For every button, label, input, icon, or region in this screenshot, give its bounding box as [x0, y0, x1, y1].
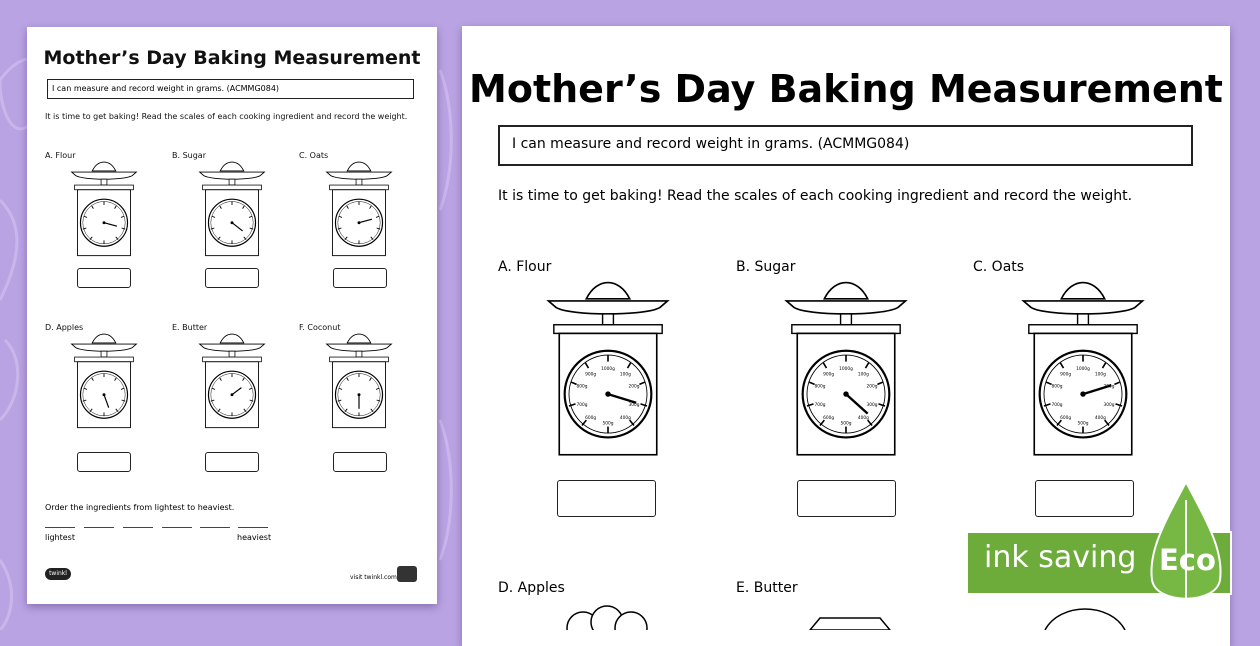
thumbnail-item-butter: E. Butter	[172, 323, 208, 332]
item-label-flour: A. Flour	[498, 259, 552, 275]
thumbnail-answer-box-apples[interactable]	[77, 452, 131, 472]
answer-box-sugar[interactable]	[797, 480, 896, 517]
apples-icon	[555, 598, 655, 630]
order-blank-6[interactable]	[238, 527, 268, 528]
item-label-butter: E. Butter	[736, 580, 798, 596]
thumbnail-item-sugar: B. Sugar	[172, 151, 206, 160]
thumbnail-answer-box-butter[interactable]	[205, 452, 259, 472]
item-label-oats: C. Oats	[973, 259, 1025, 275]
objective-box: I can measure and record weight in grams. (ACMMG084)	[498, 125, 1193, 166]
thumbnail-scale-butter	[196, 330, 268, 430]
thumbnail-item-apples: D. Apples	[45, 323, 84, 332]
scale-flour	[543, 272, 673, 462]
heaviest-label: heaviest	[237, 533, 272, 542]
thumbnail-scale-coconut	[323, 330, 395, 430]
thumbnail-title: Mother’s Day Baking Measurement	[43, 47, 421, 69]
item-label-sugar: B. Sugar	[736, 259, 796, 275]
answer-box-oats[interactable]	[1035, 480, 1134, 517]
order-blank-4[interactable]	[162, 527, 192, 528]
thumbnail-answer-box-flour[interactable]	[77, 268, 131, 288]
order-blank-5[interactable]	[200, 527, 230, 528]
thumbnail-objective-box: I can measure and record weight in grams. (ACMMG084)	[47, 79, 414, 99]
thumbnail-item-oats: C. Oats	[299, 151, 329, 160]
thumbnail-scale-sugar	[196, 158, 268, 258]
instructions-text: It is time to get baking! Read the scales of each cooking ingredient and record the weight.	[498, 188, 1133, 204]
lightest-label: lightest	[45, 533, 75, 542]
thumbnail-scale-apples	[68, 330, 140, 430]
scale-sugar	[781, 272, 911, 462]
thumbnail-instructions: It is time to get baking! Read the scales of each cooking ingredient and record the weight.	[45, 112, 408, 121]
order-blank-3[interactable]	[123, 527, 153, 528]
item-label-apples: D. Apples	[498, 580, 565, 596]
eco-label: Eco	[1159, 543, 1216, 577]
thumbnail-item-coconut: F. Coconut	[299, 323, 341, 332]
thumbnail-scale-oats	[323, 158, 395, 258]
order-prompt: Order the ingredients from lightest to heaviest.	[45, 503, 235, 512]
scale-oats	[1018, 272, 1148, 462]
thumbnail-answer-box-oats[interactable]	[333, 268, 387, 288]
twinkl-logo: twinkl	[45, 568, 71, 580]
order-blank-2[interactable]	[84, 527, 114, 528]
order-blank-1[interactable]	[45, 527, 75, 528]
thumbnail-answer-box-sugar[interactable]	[205, 268, 259, 288]
thumbnail-scale-flour	[68, 158, 140, 258]
thumbnail-item-flour: A. Flour	[45, 151, 76, 160]
footer-url: visit twinkl.com	[350, 574, 397, 581]
answer-box-flour[interactable]	[557, 480, 656, 517]
publisher-badge-icon	[397, 566, 417, 582]
thumbnail-answer-box-coconut[interactable]	[333, 452, 387, 472]
coconut-icon	[1040, 602, 1130, 630]
butter-icon	[800, 612, 900, 630]
ink-saving-text: ink saving	[984, 540, 1137, 575]
page-title: Mother’s Day Baking Measurement	[469, 67, 1223, 111]
